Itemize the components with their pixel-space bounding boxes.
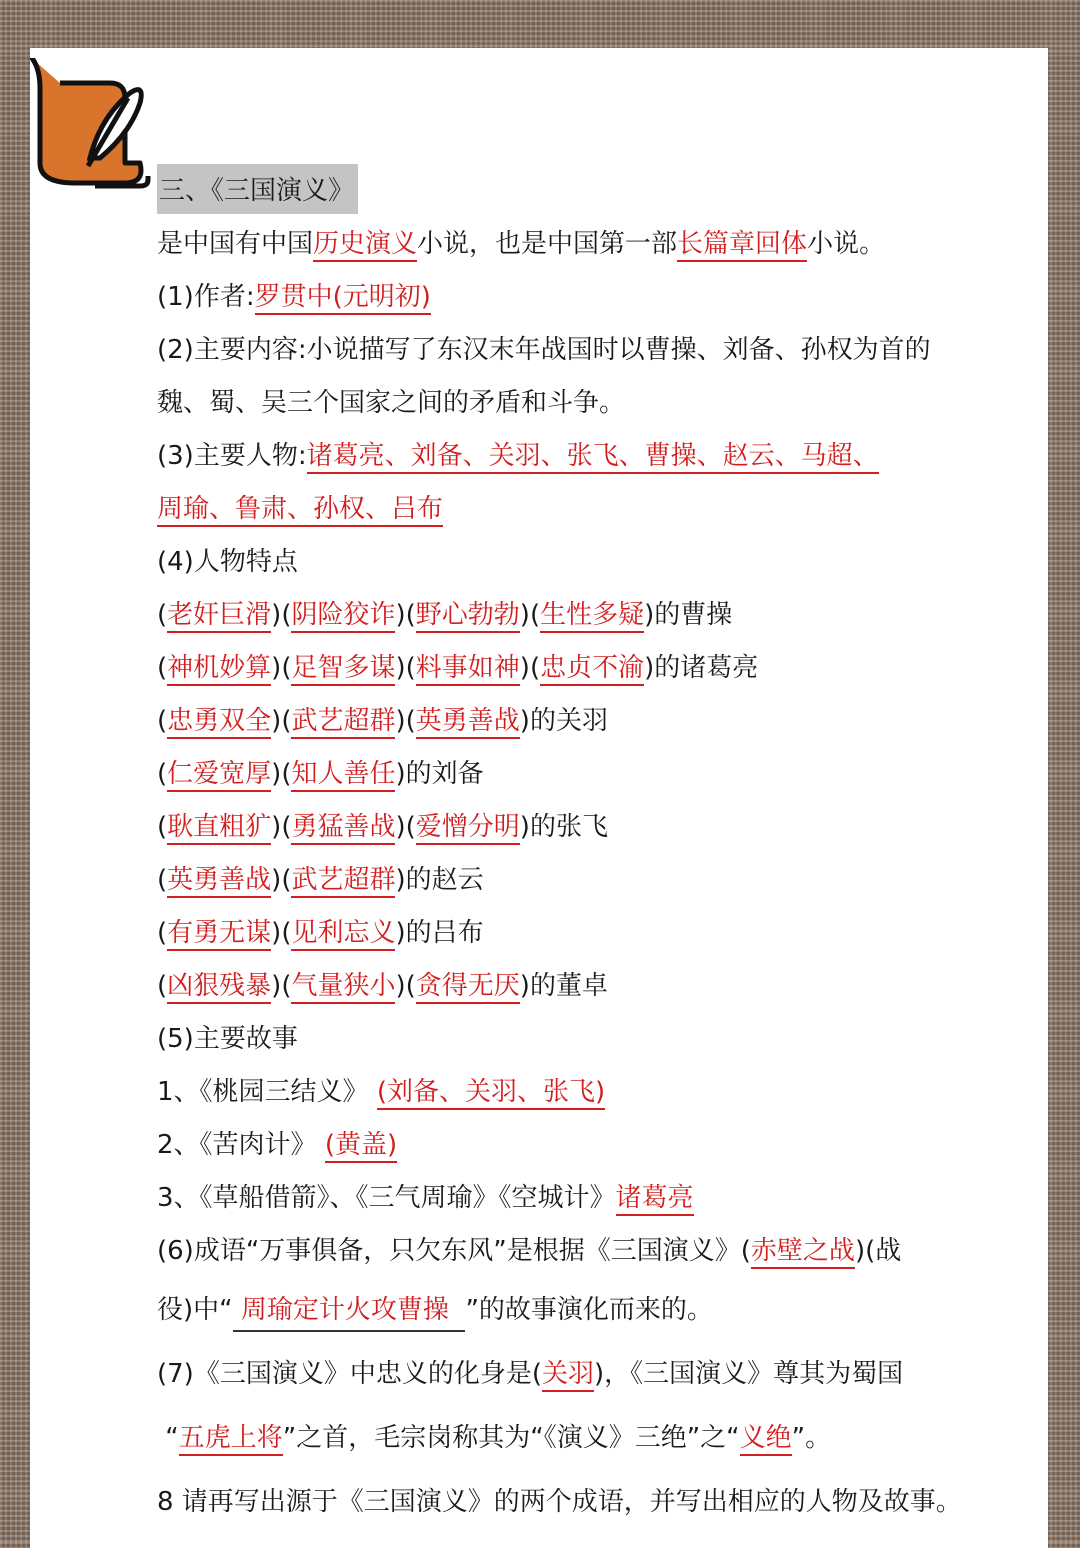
content-line-2: 魏、蜀、吴三个国家之间的矛盾和斗争。	[157, 388, 626, 418]
section-heading: 三、《三国演义》	[157, 164, 358, 214]
trait: 阴险狡诈	[291, 600, 395, 633]
intro-line: 是中国有中国历史演义小说，也是中国第一部长篇章回体小说。	[157, 218, 1017, 271]
trait-row: (耿直粗犷)(勇猛善战)(爱憎分明)的张飞	[157, 801, 1017, 854]
story-row: 2、《苦肉计》 (黄盖)	[157, 1119, 1017, 1172]
trait: 英勇善战	[167, 865, 271, 898]
trait: 英勇善战	[416, 706, 520, 739]
loyalty-line-1: (7)《三国演义》中忠义的化身是(关羽)，《三国演义》尊其为蜀国	[157, 1342, 1017, 1406]
trait-row: (凶狠残暴)(气量狭小)(贪得无厌)的董卓	[157, 960, 1017, 1013]
content-line-1: (2)主要内容:小说描写了东汉末年战国时以曹操、刘备、孙权为首的	[157, 335, 931, 365]
trait: 见利忘义	[291, 918, 395, 951]
answer: 历史演义	[313, 229, 417, 262]
trait: 爱憎分明	[416, 812, 520, 845]
answer: 周瑜定计火攻曹操	[240, 1295, 449, 1325]
trait-row: (英勇善战)(武艺超群)的赵云	[157, 854, 1017, 907]
trait: 忠贞不渝	[540, 653, 644, 686]
idiom-line-2: 役)中“ 周瑜定计火攻曹操 ”的故事演化而来的。	[157, 1278, 1017, 1342]
trait: 忠勇双全	[167, 706, 271, 739]
trait-row: (老奸巨滑)(阴险狡诈)(野心勃勃)(生性多疑)的曹操	[157, 589, 1017, 642]
trait-row: (忠勇双全)(武艺超群)(英勇善战)的关羽	[157, 695, 1017, 748]
trait: 有勇无谋	[167, 918, 271, 951]
answer: (黄盖)	[325, 1130, 397, 1163]
answer-blank	[233, 1290, 466, 1332]
question-8: 8 请再写出源于《三国演义》的两个成语，并写出相应的人物及故事。	[157, 1487, 962, 1517]
trait: 生性多疑	[540, 600, 644, 633]
story-row: 1、《桃园三结义》 (刘备、关羽、张飞)	[157, 1066, 1017, 1119]
answer: (刘备、关羽、张飞)	[377, 1077, 605, 1110]
worksheet-page	[30, 48, 1048, 1548]
characters-line-1: (3)主要人物:诸葛亮、刘备、关羽、张飞、曹操、赵云、马超、	[157, 430, 1017, 483]
answer: 赤壁之战	[751, 1236, 855, 1269]
trait-row: (仁爱宽厚)(知人善任)的刘备	[157, 748, 1017, 801]
trait: 耿直粗犷	[167, 812, 271, 845]
trait: 凶狠残暴	[167, 971, 271, 1004]
trait: 知人善任	[291, 759, 395, 792]
answer: 诸葛亮	[616, 1183, 694, 1216]
trait: 野心勃勃	[416, 600, 520, 633]
answer: 罗贯中(元明初)	[255, 282, 431, 315]
story-row: 3、《草船借箭》、《三气周瑜》《空城计》诸葛亮	[157, 1172, 1017, 1225]
answer: 周瑜、鲁肃、孙权、吕布	[157, 494, 443, 527]
loyalty-line-2: “五虎上将”之首，毛宗岗称其为“《演义》三绝”之“义绝”。	[157, 1406, 1017, 1470]
trait: 贪得无厌	[416, 971, 520, 1004]
trait: 勇猛善战	[291, 812, 395, 845]
trait-row: (有勇无谋)(见利忘义)的吕布	[157, 907, 1017, 960]
trait: 神机妙算	[167, 653, 271, 686]
characters-line-2	[157, 483, 1017, 536]
trait: 气量狭小	[291, 971, 395, 1004]
answer: 义绝	[740, 1423, 792, 1456]
trait: 料事如神	[416, 653, 520, 686]
idiom-line-1: (6)成语“万事俱备，只欠东风”是根据《三国演义》(赤壁之战)(战	[157, 1225, 1017, 1278]
answer: 五虎上将	[179, 1423, 283, 1456]
traits-title: (4)人物特点	[157, 547, 298, 577]
trait: 仁爱宽厚	[167, 759, 271, 792]
trait: 武艺超群	[291, 706, 395, 739]
answer: 关羽	[542, 1359, 594, 1392]
trait: 老奸巨滑	[167, 600, 271, 633]
trait-row: (神机妙算)(足智多谋)(料事如神)(忠贞不渝)的诸葛亮	[157, 642, 1017, 695]
author-line: (1)作者:罗贯中(元明初)	[157, 271, 1017, 324]
trait: 足智多谋	[291, 653, 395, 686]
answer: 长篇章回体	[677, 229, 807, 262]
trait: 武艺超群	[291, 865, 395, 898]
stories-title: (5)主要故事	[157, 1024, 298, 1054]
answer: 诸葛亮、刘备、关羽、张飞、曹操、赵云、马超、	[307, 441, 879, 474]
